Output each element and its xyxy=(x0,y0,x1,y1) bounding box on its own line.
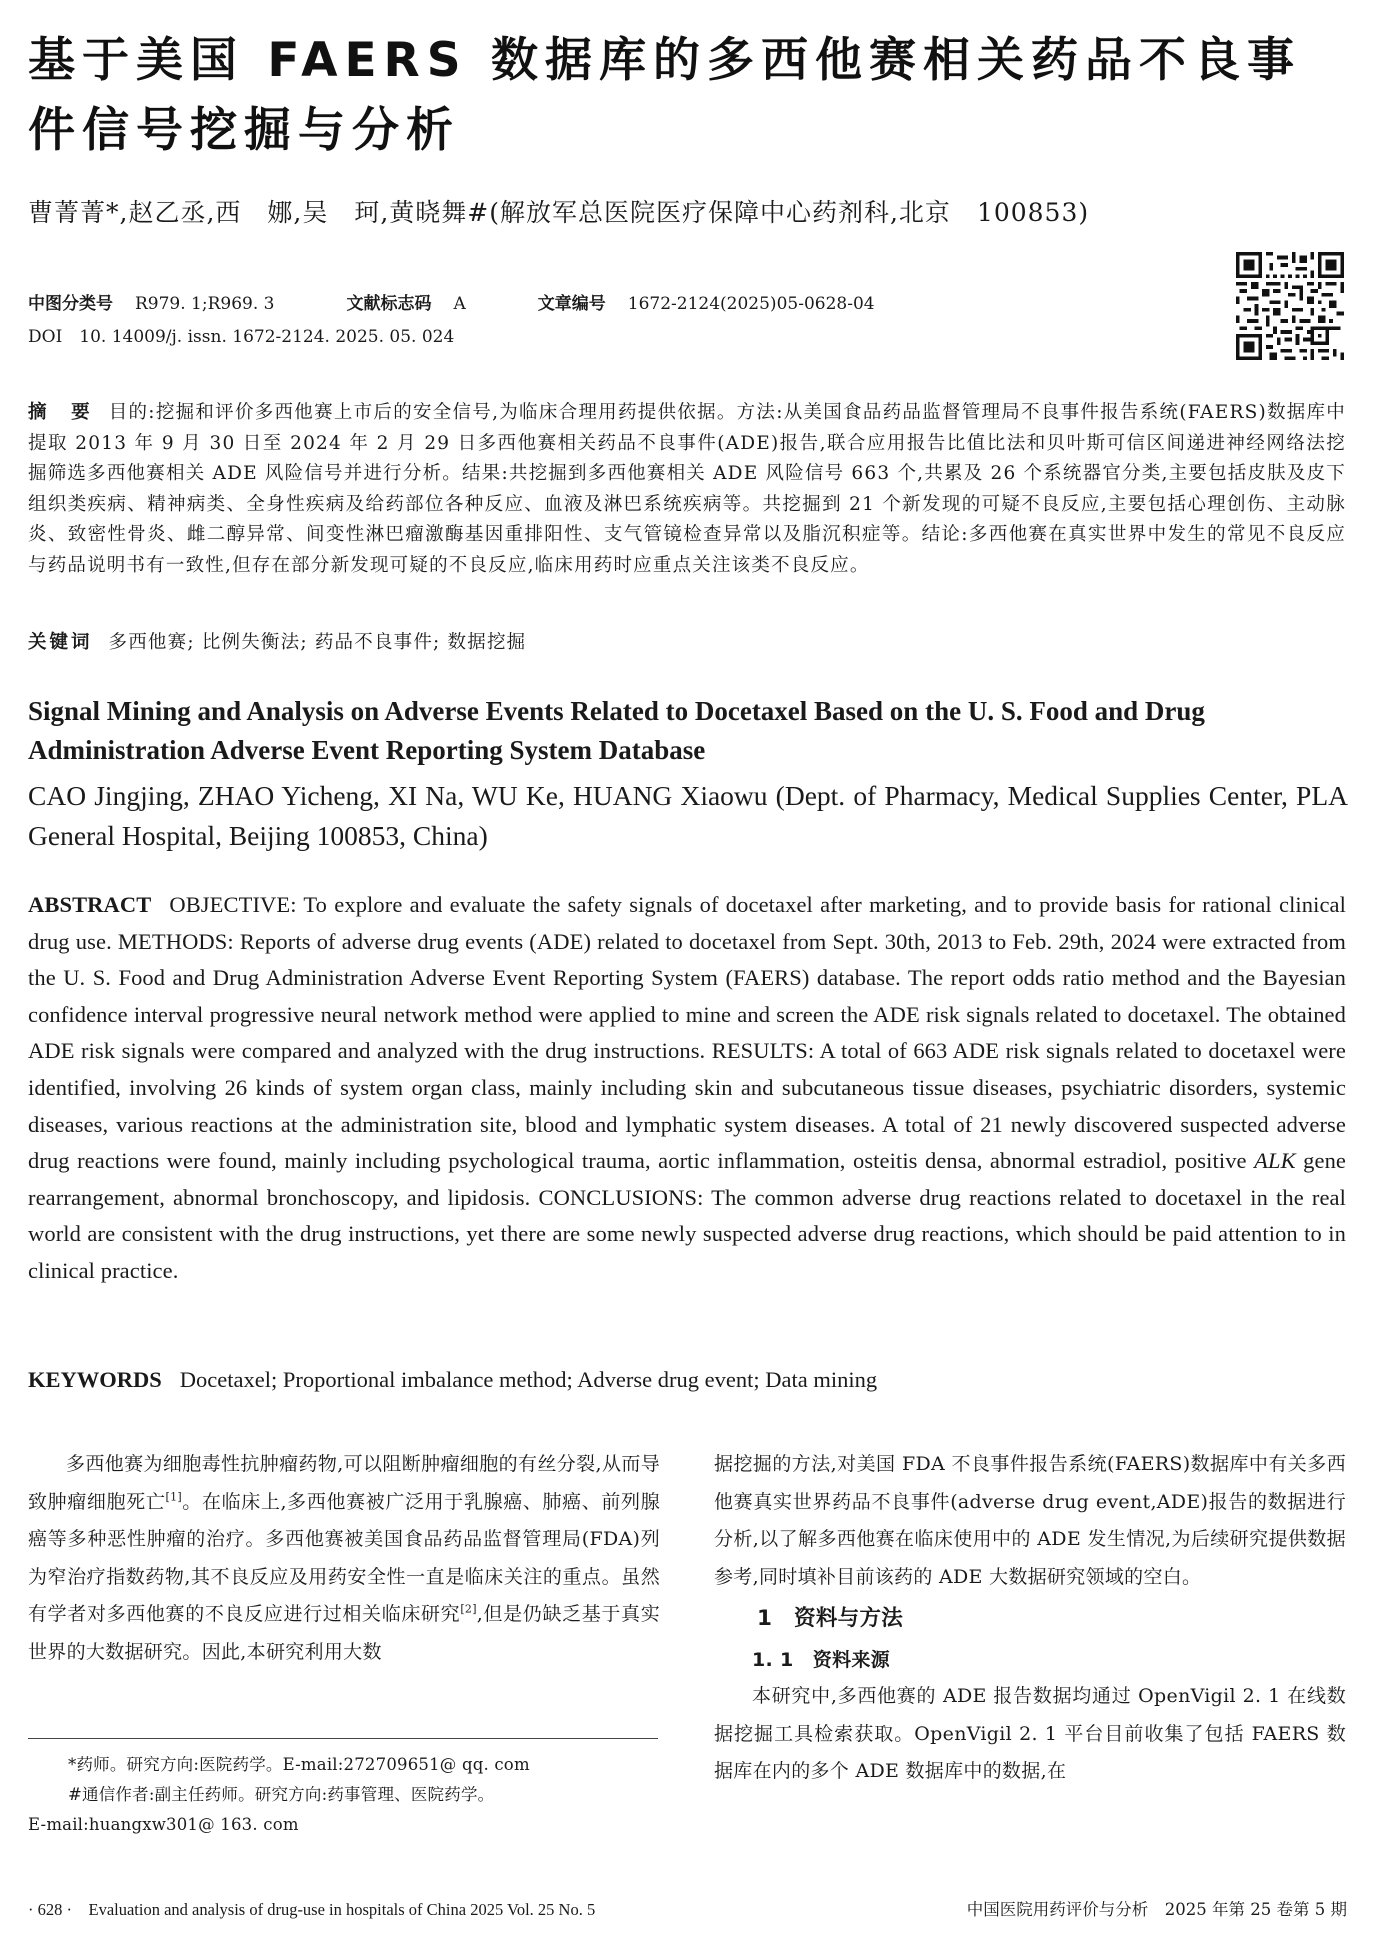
body-left-column xyxy=(28,1446,660,1671)
footnotes xyxy=(28,1750,668,1840)
qr-code-icon xyxy=(1236,252,1344,360)
authors-en: CAO Jingjing, ZHAO Yicheng, XI Na, WU Ke, HUANG Xiaowu (Dept. of Pharmacy, Medical Supplies Center, PLA General Hospital, Beijing 100853, China) xyxy=(28,780,1348,851)
classification-row xyxy=(28,292,875,316)
citation-2: [2] xyxy=(460,1602,477,1616)
footer-journal-cn: 中国医院用药评价与分析 2025 年第 25 卷第 5 期 xyxy=(966,1900,1347,1919)
footnote-corresponding-email: E-mail:huangxw301@ 163. com xyxy=(28,1815,299,1834)
clc-value: R979. 1;R969. 3 xyxy=(135,294,275,314)
article-no-value: 1672-2124(2025)05-0628-04 xyxy=(627,294,875,314)
section-heading: 1 资料与方法 xyxy=(757,1606,904,1631)
footnote-divider xyxy=(28,1738,658,1739)
keywords-en xyxy=(28,1363,877,1397)
subsection-heading: 1. 1 资料来源 xyxy=(752,1649,890,1671)
authors-cn: 曹菁菁*,赵乙丞,西 娜,吴 珂,黄晓舞#(解放军总医院医疗保障中心药剂科,北京 100853) xyxy=(28,198,1090,227)
body-right-column xyxy=(714,1446,1346,1791)
paper-title-en: Signal Mining and Analysis on Adverse Events Related to Docetaxel Based on the U. S. Food and Drug Administration Adverse Event Reporting System Database xyxy=(28,696,1205,765)
footer-journal-en: · 628 · Evaluation and analysis of drug-use in hospitals of China 2025 Vol. 25 No. 5 xyxy=(28,1900,596,1919)
keywords-cn xyxy=(28,628,526,658)
intro-text-1: 多西他赛为细胞毒性抗肿瘤药物,可以阻断肿瘤细胞的有丝分裂,从而导致肿瘤细胞死亡 xyxy=(28,1453,660,1513)
paper-title-cn: 基于美国 FAERS 数据库的多西他赛相关药品不良事件信号挖掘与分析 xyxy=(28,33,1301,158)
intro-text-3: ,但是仍缺乏基于真实世界的大数据研究。因此,本研究利用大数 xyxy=(28,1603,660,1663)
doc-code-label: 文献标志码 xyxy=(346,294,432,314)
doc-code-value: A xyxy=(453,294,466,314)
intro-continued: 据挖掘的方法,对美国 FDA 不良事件报告系统(FAERS)数据库中有关多西他赛真实世界药品不良事件(adverse drug event,ADE)报告的数据进行分析,以了解多西他赛在临床使用中的 ADE 发生情况,为后续研究提供数据参考,同时填补目前该药的 ADE 大数据研究领域的空白。 xyxy=(714,1453,1346,1588)
intro-text-2: 。在临床上,多西他赛被广泛用于乳腺癌、肺癌、前列腺癌等多种恶性肿瘤的治疗。多西他赛被美国食品药品监督管理局(FDA)列为窄治疗指数药物,其不良反应及用药安全性一直是临床关注的重点。虽然有学者对多西他赛的不良反应进行过相关临床研究 xyxy=(28,1490,660,1625)
abstract-en-gene: ALK xyxy=(1254,1148,1296,1174)
keywords-cn-label: 关键词 xyxy=(28,632,93,653)
footnote-author: *药师。研究方向:医院药学。E-mail:272709651@ qq. com xyxy=(68,1755,530,1774)
clc-label: 中图分类号 xyxy=(28,294,113,314)
keywords-en-label: KEYWORDS xyxy=(28,1367,162,1392)
doi: DOI 10. 14009/j. issn. 1672-2124. 2025. 05. 024 xyxy=(28,327,455,347)
data-source-paragraph: 本研究中,多西他赛的 ADE 报告数据均通过 OpenVigil 2. 1 在线数据挖掘工具检索获取。OpenVigil 2. 1 平台目前收集了包括 FAERS 数据库在内的多个 ADE 数据库中的数据,在 xyxy=(714,1685,1346,1782)
abstract-cn xyxy=(28,398,1346,581)
abstract-cn-text: 目的:挖掘和评价多西他赛上市后的安全信号,为临床合理用药提供依据。方法:从美国食品药品监督管理局不良事件报告系统(FAERS)数据库中提取 2013 年 9 月 30 日至 2024 年 2 月 29 日多西他赛相关药品不良事件(ADE)报告,联合应用报告比值比法和贝叶斯可信区间递进神经网络法挖掘筛选多西他赛相关 ADE 风险信号并进行分析。结果:共挖掘到多西他赛相关 ADE 风险信号 663 个,共累及 26 个系统器官分类,主要包括皮肤及皮下组织类疾病、精神病类、全身性疾病及给药部位各种反应、血液及淋巴系统疾病等。共挖掘到 21 个新发现的可疑不良反应,主要包括心理创伤、主动脉炎、致密性骨炎、雌二醇异常、间变性淋巴瘤激酶基因重排阳性、支气管镜检查异常以及脂沉积症等。结论:多西他赛在真实世界中发生的常见不良反应与药品说明书有一致性,但存在部分新发现可疑的不良反应,临床用药时应重点关注该类不良反应。 xyxy=(28,402,1346,576)
keywords-en-text: Docetaxel; Proportional imbalance method; Adverse drug event; Data mining xyxy=(179,1367,878,1392)
footnote-corresponding: #通信作者:副主任药师。研究方向:药事管理、医院药学。 xyxy=(68,1785,495,1804)
abstract-en xyxy=(28,887,1346,1290)
keywords-cn-text: 多西他赛; 比例失衡法; 药品不良事件; 数据挖掘 xyxy=(108,632,527,653)
citation-1: [1] xyxy=(165,1490,182,1504)
abstract-en-label: ABSTRACT xyxy=(28,892,152,917)
article-no-label: 文章编号 xyxy=(537,294,606,314)
abstract-en-text-a: OBJECTIVE: To explore and evaluate the safety signals of docetaxel after marketing, and to provide basis for rational clinical drug use. METHODS: Reports of adverse drug events (ADE) related to docetaxel from Sept. 30th, 2013 to Feb. 29th, 2024 were extracted from the U. S. Food and Drug Administration Adverse Event Reporting System (FAERS) database. The report odds ratio method and the Bayesian confidence interval progressive neural network method were applied to mine and screen the ADE risk signals related to docetaxel. The obtained ADE risk signals were compared and analyzed with the drug instructions. RESULTS: A total of 663 ADE risk signals related to docetaxel were identified, involving 26 kinds of system organ class, mainly including skin and subcutaneous tissue diseases, psychiatric disorders, systemic diseases, various reactions at the administration site, blood and lymphatic system diseases. A total of 21 newly discovered suspected adverse drug reactions were found, mainly including psychological trauma, aortic inflammation, osteitis densa, abnormal estradiol, positive xyxy=(28,892,1346,1174)
abstract-en-text-b: gene rearrangement, abnormal bronchoscopy, and lipidosis. CONCLUSIONS: The common adverse drug reactions related to docetaxel in the real world are consistent with the drug instructions, yet there are some newly suspected adverse drug reactions, which should be paid attention to in clinical practice. xyxy=(28,1148,1347,1283)
abstract-cn-label: 摘 要 xyxy=(28,402,93,423)
intro-paragraph xyxy=(28,1446,660,1671)
